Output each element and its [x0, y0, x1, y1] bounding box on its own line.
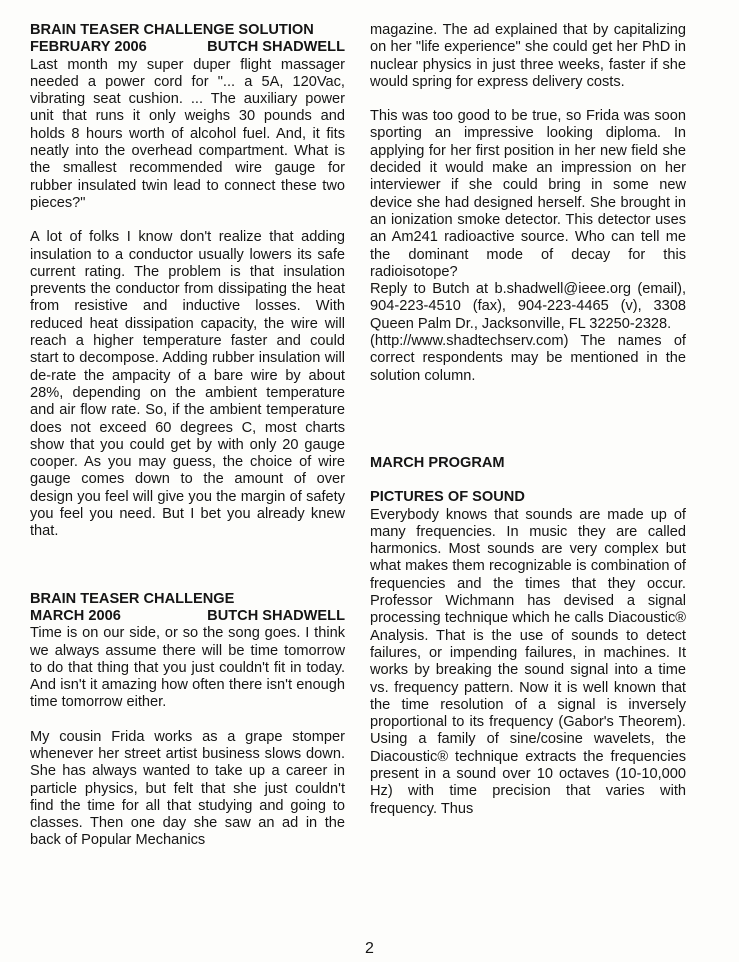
challenge-author: BUTCH SHADWELL — [207, 607, 345, 624]
solution-title: BRAIN TEASER CHALLENGE SOLUTION — [30, 22, 314, 38]
page-number: 2 — [365, 940, 374, 957]
solution-paragraph: Last month my super duper flight massager needed a power cord for "... a 5A, 120Vac, vibrating seat cushion. ... The auxiliary power unit that runs it only weighs 30 pounds and holds 8 hours worth of alcohol fuel. And, it fits neatly into the overhead compartment. What is the smallest recommended wire gauge for rubber insulated twin lead to connect these two pieces?" — [30, 56, 345, 211]
article-paragraph: Everybody knows that sounds are made up of many frequencies. In music they are called harmonics. Most sounds are very complex but what makes them recognizable is combination of frequencies and the times that they occur. Professor Wichmann has devised a signal processing technique which he calls Diacoustic® Analysis. That is the use of sounds to detect failures, or impending failures, in machines. It works by breaking the sound signal into a time vs. frequency pattern. Now it is well known that the time resolution of a signal is inversely proportional to its frequency (Gabor's Theorem). Using a family of sine/cosine wavelets, the Diacoustic® technique extracts the frequencies present in a sound over 10 octaves (10-10,000 Hz) with time precision that varies with frequency. Thus — [370, 506, 686, 817]
left-column — [30, 22, 345, 850]
solution-paragraph: A lot of folks I know don't realize that adding insulation to a conductor usually lowers its safe current rating. The problem is that insulation prevents the conductor from dissipating the heat from resistive and inductive losses. With reduced heat dissipation capacity, the wire will reach a higher temperature faster and could start to decompose. Adding rubber insulation will de-rate the ampacity of a bare wire by about 28%, depending on the ambient temperature and air flow rate. So, if the ambient temperature does not exceed 60 degrees C, most charts show that you could get by with only 20 gauge cooper. As you may guess, the choice of wire gauge comes down to the amount of over design you feel will give you the margin of safety you feel you need. But I bet you already knew that. — [30, 229, 345, 540]
solution-date: FEBRUARY 2006 — [30, 39, 147, 56]
challenge-paragraph: Time is on our side, or so the song goes. I think we always assume there will be time tomorrow to do that thing that you just couldn't fit in today. And isn't it amazing how often there isn't enough time tomorrow either. — [30, 625, 345, 711]
challenge-paragraph: My cousin Frida works as a grape stomper whenever her street artist business slows down. She has always wanted to take up a career in particle physics, but felt that she just couldn't find the time for all that studying and going to classes. Then one day she saw an ad in the back of Popular Mechanics — [30, 728, 345, 849]
challenge-byline — [30, 608, 345, 625]
continuation-paragraph: This was too good to be true, so Frida was soon sporting an impressive looking diploma. In applying for her first position in her new field she decided it would make an impression on her interviewer if she could bring in some new device she had designed herself. She brought in an ionization smoke detector. This detector uses an Am241 radioactive source. Who can tell me the dominant mode of decay for this radioisotope? — [370, 108, 686, 280]
challenge-date: MARCH 2006 — [30, 607, 121, 624]
program-heading: MARCH PROGRAM — [370, 454, 505, 471]
reply-web-paragraph: (http://www.shadtechserv.com) The names of correct respondents may be mentioned in the solution column. — [370, 333, 686, 384]
solution-byline — [30, 39, 345, 56]
reply-paragraph: Reply to Butch at b.shadwell@ieee.org (email), 904-223-4510 (fax), 904-223-4465 (v), 3308 Queen Palm Dr., Jacksonville, FL 32250-2328. — [370, 281, 686, 332]
solution-author: BUTCH SHADWELL — [207, 39, 345, 56]
continuation-paragraph: magazine. The ad explained that by capitalizing on her "life experience" she could get her PhD in nuclear physics in just three weeks, faster if she would spring for express delivery costs. — [370, 22, 686, 90]
challenge-title: BRAIN TEASER CHALLENGE — [30, 590, 235, 607]
article-heading: PICTURES OF SOUND — [370, 489, 525, 506]
right-column — [370, 22, 686, 818]
